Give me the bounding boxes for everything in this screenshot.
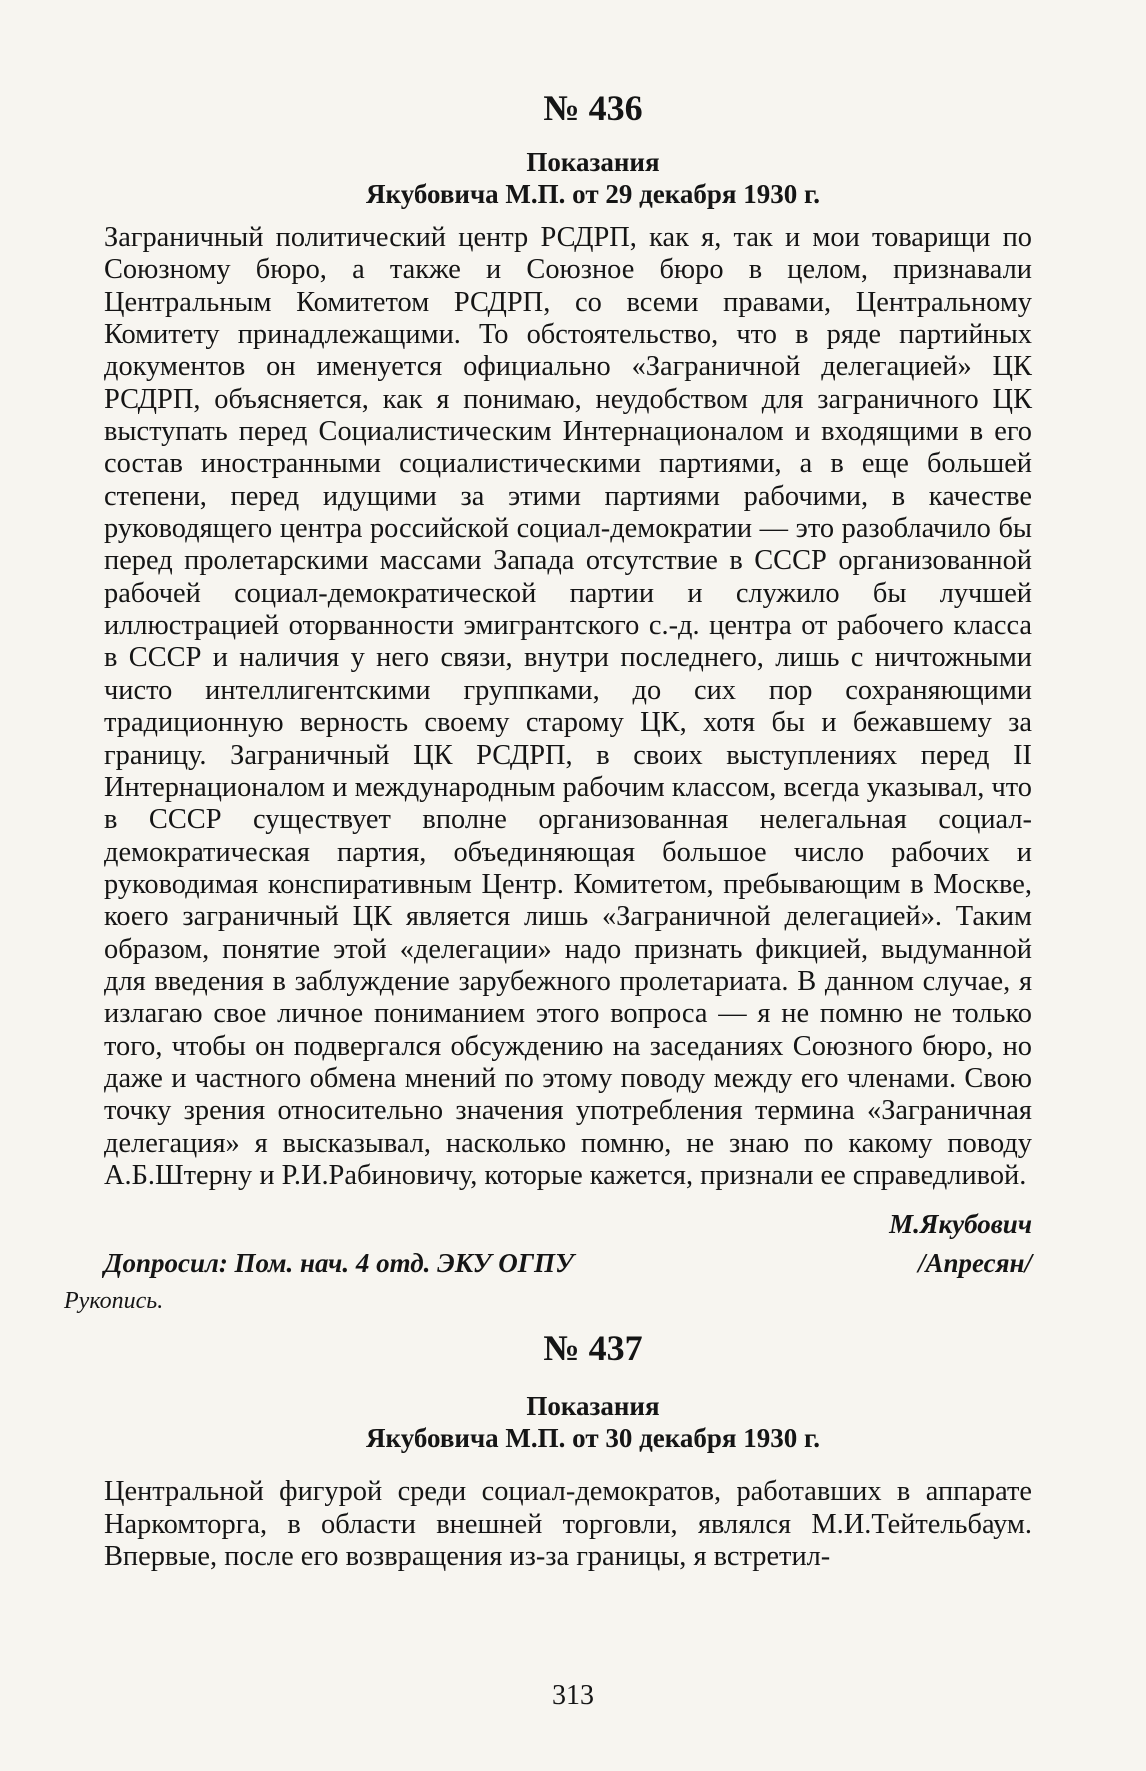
document-body-437: Центральной фигурой среди социал-демократов, работавших в аппарате Наркомторга, в области внешней торговли, являлся М.И.Тейтельбаум. Впервые, после его возвращения из-за границы, я встретил-	[104, 1476, 1032, 1572]
page-number: 313	[552, 1680, 594, 1711]
document-title-437: Показания	[526, 1391, 660, 1422]
document-number-437: № 437	[543, 1328, 643, 1369]
document-subtitle-436: Якубовича М.П. от 29 декабря 1930 г.	[366, 179, 820, 209]
interrogator-name: /Апресян/	[917, 1248, 1032, 1279]
interrogator-line	[104, 1246, 1032, 1280]
interrogator-title: Допросил: Пом. нач. 4 отд. ЭКУ ОГПУ	[104, 1248, 574, 1279]
document-body-436: Заграничный политический центр РСДРП, как я, так и мои товарищи по Союзному бюро, а также и Союзное бюро в целом, признавали Центральным Комитетом РСДРП, со всеми правами, Центральному Комитету принадлежащими. То обстоятельство, что в ряде партийных документов он именуется официально «Заграничной делегацией» ЦК РСДРП, объясняется, как я понимаю, неудобством для заграничного ЦК выступать перед Социалистическим Интернационалом и входящими в его состав иностранными социалистическими партиями, а в еще большей степени, перед идущими за этими партиями рабочими, в качестве руководящего центра российской социал-демократии — это разоблачило бы перед пролетарскими массами Запада отсутствие в СССР организованной рабочей социал-демократической партии и служило бы лучшей иллюстрацией оторванности эмигрантского с.-д. центра от рабочего класса в СССР и наличия у него связи, внутри последнего, лишь с ничтожными чисто интеллигентскими группками, до сих пор сохраняющими традиционную верность своему старому ЦК, хотя бы и бежавшему за границу. Заграничный ЦК РСДРП, в своих выступлениях перед II Интернационалом и международным рабочим классом, всегда указывал, что в СССР существует вполне организованная нелегальная социал-демократическая партия, объединяющая большое число рабочих и руководимая конспиративным Центр. Комитетом, пребывающим в Москве, коего заграничный ЦК является лишь «Заграничной делегацией». Таким образом, понятие этой «делегации» надо признать фикцией, выдуманной для введения в заблуждение зарубежного пролетариата. В данном случае, я излагаю свое личное пониманием этого вопроса — я не помню не только того, чтобы он подвергался обсуждению на заседаниях Союзного бюро, но даже и частного обмена мнений по этому поводу между его членами. Свою точку зрения относительно значения употребления термина «Заграничная делегация» я высказывал, насколько помню, не знаю по какому поводу А.Б.Штерну и Р.И.Рабиновичу, которые кажется, признали ее справедливой.	[104, 222, 1032, 1191]
signature: М.Якубович	[889, 1209, 1032, 1240]
document-title-436: Показания	[526, 147, 660, 177]
document-number-436: № 436	[543, 88, 643, 128]
document-page	[64, 80, 1032, 1573]
document-subtitle-437: Якубовича М.П. от 30 декабря 1930 г.	[366, 1423, 820, 1454]
source-note: Рукопись.	[64, 1288, 164, 1315]
